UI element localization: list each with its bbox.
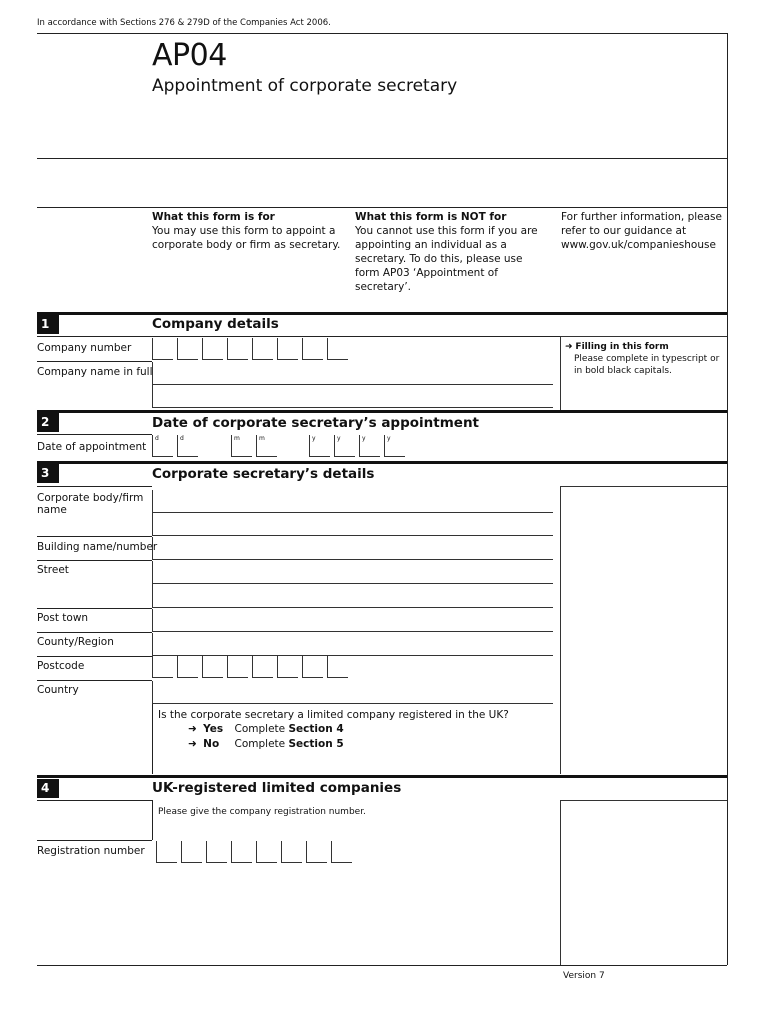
country-label: Country — [37, 684, 79, 696]
postcode-cell[interactable] — [227, 656, 248, 678]
section2-sub-rule — [37, 434, 152, 435]
company-name-field-line2[interactable] — [152, 385, 553, 408]
guidance-box — [560, 336, 727, 410]
post-town-label: Post town — [37, 612, 89, 624]
date-part-mark: m — [259, 435, 265, 442]
date-part-mark: d — [180, 435, 184, 442]
legal-reference: In accordance with Sections 276 & 279D of the Companies Act 2006. — [37, 18, 331, 28]
section4-number: 4 — [37, 779, 59, 798]
option-no[interactable] — [188, 737, 344, 751]
question-left-rule — [152, 704, 153, 774]
date-cell[interactable] — [152, 435, 173, 457]
uk-registered-question: Is the corporate secretary a limited company registered in the UK? — [158, 709, 509, 721]
option-yes-text: Complete — [234, 723, 286, 735]
header-top-rule — [37, 33, 727, 34]
section4-rule — [37, 775, 727, 778]
option-yes[interactable] — [188, 722, 344, 736]
intro-not-for-text: You cannot use this form if you are appointing an individual as a secretary. To do this, please use form AP03 ‘Appointment of secretary’. — [355, 225, 538, 293]
section1-sub-rule — [37, 336, 560, 337]
corporate-body-field-line2[interactable] — [152, 513, 553, 536]
footer-rule — [37, 965, 727, 966]
form-title: Appointment of corporate secretary — [152, 76, 458, 96]
company-number-cell[interactable] — [227, 338, 248, 360]
option-yes-label: Yes — [203, 723, 224, 735]
date-of-appointment-label: Date of appointment — [37, 441, 147, 453]
date-part-mark: d — [155, 435, 159, 442]
arrow-icon: ➜ — [188, 723, 197, 735]
header-bottom-rule — [37, 158, 727, 159]
label-divider — [37, 680, 152, 681]
form-version: Version 7 — [563, 971, 605, 981]
county-field[interactable] — [152, 633, 553, 656]
postcode-cell[interactable] — [277, 656, 298, 678]
instruction-left-rule — [152, 800, 153, 840]
intro-for-title: What this form is for — [152, 211, 275, 223]
section4-guidance-box — [560, 800, 727, 965]
registration-number-cell[interactable] — [331, 841, 352, 863]
guidance-title: Filling in this form — [575, 342, 669, 352]
building-field[interactable] — [152, 537, 553, 560]
company-number-label: Company number — [37, 342, 132, 354]
country-field[interactable] — [152, 681, 553, 704]
date-cell[interactable] — [359, 435, 380, 457]
street-field-line1[interactable] — [152, 561, 553, 584]
date-cell[interactable] — [334, 435, 355, 457]
option-no-section: Section 5 — [288, 738, 344, 750]
date-cell[interactable] — [309, 435, 330, 457]
postcode-cell[interactable] — [177, 656, 198, 678]
registration-instruction: Please give the company registration number. — [158, 807, 366, 817]
form-code: AP04 — [152, 38, 227, 73]
registration-number-cell[interactable] — [181, 841, 202, 863]
label-divider — [37, 361, 152, 362]
date-part-mark: y — [387, 435, 391, 442]
registration-number-cell[interactable] — [256, 841, 277, 863]
intro-top-rule — [37, 207, 727, 208]
county-label: County/Region — [37, 636, 114, 648]
option-no-text: Complete — [234, 738, 286, 750]
label-divider — [37, 560, 152, 561]
section3-guidance-box — [560, 486, 727, 774]
label-divider — [37, 536, 152, 537]
label-divider — [37, 632, 152, 633]
postcode-cell[interactable] — [252, 656, 273, 678]
company-number-cell[interactable] — [277, 338, 298, 360]
option-no-label: No — [203, 738, 220, 750]
intro-for-text: You may use this form to appoint a corporate body or firm as secretary. — [152, 225, 341, 251]
date-part-mark: y — [337, 435, 341, 442]
company-number-cell[interactable] — [302, 338, 323, 360]
postcode-cell[interactable] — [327, 656, 348, 678]
arrow-icon: ➜ — [188, 738, 197, 750]
post-town-field[interactable] — [152, 609, 553, 632]
postcode-cell[interactable] — [202, 656, 223, 678]
postcode-label: Postcode — [37, 660, 85, 672]
section3-number: 3 — [37, 464, 59, 483]
section2-title: Date of corporate secretary’s appointment — [152, 415, 480, 431]
intro-column-for — [152, 210, 347, 252]
label-divider — [37, 656, 152, 657]
company-name-label: Company name in full — [37, 366, 153, 378]
company-name-field-line1[interactable] — [152, 362, 553, 385]
registration-number-cell[interactable] — [206, 841, 227, 863]
company-number-cell[interactable] — [152, 338, 173, 360]
registration-number-cell[interactable] — [231, 841, 252, 863]
intro-further-info: For further information, please refer to our guidance at www.gov.uk/companieshouse — [561, 211, 722, 251]
arrow-icon: ➜ — [565, 342, 573, 352]
option-yes-section: Section 4 — [288, 723, 344, 735]
date-part-mark: m — [234, 435, 240, 442]
postcode-cell[interactable] — [152, 656, 173, 678]
intro-not-for-title: What this form is NOT for — [355, 211, 507, 223]
corporate-body-label: Corporate body/firm name — [37, 492, 144, 516]
section2-rule — [37, 410, 727, 413]
company-number-cell[interactable] — [252, 338, 273, 360]
building-label: Building name/number — [37, 541, 158, 553]
registration-number-cell[interactable] — [156, 841, 177, 863]
corporate-body-field-line1[interactable] — [152, 490, 553, 513]
guidance-text: Please complete in typescript or in bold black capitals. — [574, 354, 720, 376]
registration-number-cell[interactable] — [306, 841, 327, 863]
date-part-mark: y — [362, 435, 366, 442]
section4-sub-rule — [37, 800, 152, 801]
date-cell[interactable] — [177, 435, 198, 457]
intro-column-not-for — [355, 210, 550, 294]
company-number-cell[interactable] — [177, 338, 198, 360]
date-cell[interactable] — [256, 435, 277, 457]
section2-number: 2 — [37, 413, 59, 432]
page-right-border — [727, 33, 728, 965]
registration-number-cell[interactable] — [281, 841, 302, 863]
section1-rule — [37, 312, 727, 315]
label-divider — [37, 608, 152, 609]
label-divider — [37, 840, 152, 841]
section3-sub-rule — [37, 486, 152, 487]
section3-rule — [37, 461, 727, 464]
postcode-cell[interactable] — [302, 656, 323, 678]
section3-title: Corporate secretary’s details — [152, 466, 375, 482]
section1-title: Company details — [152, 316, 279, 332]
registration-number-label: Registration number — [37, 845, 145, 857]
street-field-line2[interactable] — [152, 584, 553, 608]
section1-number: 1 — [37, 315, 59, 334]
section4-title: UK-registered limited companies — [152, 780, 402, 796]
date-cell[interactable] — [384, 435, 405, 457]
date-cell[interactable] — [231, 435, 252, 457]
company-number-cell[interactable] — [327, 338, 348, 360]
company-number-cell[interactable] — [202, 338, 223, 360]
street-label: Street — [37, 564, 69, 576]
date-part-mark: y — [312, 435, 316, 442]
